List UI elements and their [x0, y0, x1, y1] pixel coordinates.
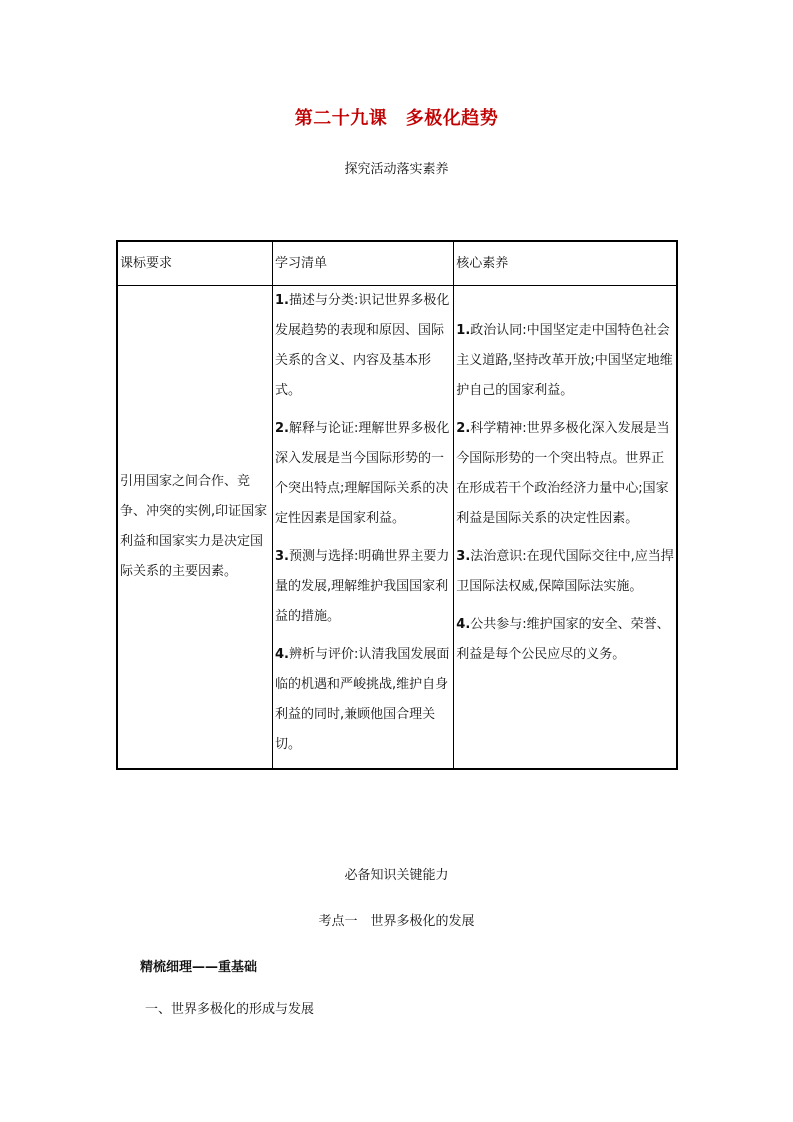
- study-list-cell: [272, 285, 453, 769]
- requirement-cell: 引用国家之间合作、竞争、冲突的实例,印证国家利益和国家实力是决定国际关系的主要因素。: [117, 285, 272, 769]
- item-number: 4.: [274, 646, 289, 662]
- item-number: 3.: [456, 548, 471, 564]
- section-subtitle: 探究活动落实素养: [344, 162, 449, 177]
- item-number: 1.: [456, 322, 471, 338]
- subheading: 精梳细理——重基础: [140, 960, 258, 975]
- item-number: 1.: [274, 292, 289, 308]
- table-row: [117, 285, 677, 769]
- item-text: 法治意识:在现代国际交往中,应当捍卫国际法权威,保障国际法实施。: [456, 548, 674, 594]
- core-literacy-cell: [454, 285, 677, 769]
- curriculum-table: [116, 240, 678, 770]
- literacy-item: [456, 414, 674, 534]
- item-text: 描述与分类:识记世界多极化发展趋势的表现和原因、国际关系的含义、内容及基本形式。: [274, 292, 450, 398]
- topic-heading: 考点一 世界多极化的发展: [318, 914, 475, 929]
- item-text: 预测与选择:明确世界主要力量的发展,理解维护我国国家利益的措施。: [274, 548, 450, 624]
- header-core-literacy: 核心素养: [454, 241, 677, 285]
- lesson-title: 第二十九课 多极化趋势: [294, 108, 499, 129]
- item-text: 政治认同:中国坚定走中国特色社会主义道路,坚持改革开放;中国坚定地维护自己的国家利益。: [456, 322, 673, 398]
- literacy-item: [456, 542, 674, 602]
- study-item: [275, 286, 451, 406]
- item-text: 解释与论证:理解世界多极化深入发展是当今国际形势的一个突出特点;理解国际关系的决定性因素是国家利益。: [274, 420, 450, 526]
- section-heading: 必备知识关键能力: [344, 868, 449, 883]
- item-number: 4.: [456, 616, 471, 632]
- point-heading: 一、世界多极化的形成与发展: [145, 1002, 315, 1017]
- item-text: 科学精神:世界多极化深入发展是当今国际形势的一个突出特点。世界正在形成若干个政治经济力量中心;国家利益是国际关系的决定性因素。: [456, 420, 670, 526]
- item-number: 2.: [456, 420, 471, 436]
- study-item: [275, 640, 451, 760]
- study-item: [275, 542, 451, 632]
- item-text: 辨析与评价:认清我国发展面临的机遇和严峻挑战,维护自身利益的同时,兼顾他国合理关切。: [274, 646, 450, 752]
- header-requirement: 课标要求: [117, 241, 272, 285]
- item-number: 2.: [274, 420, 289, 436]
- item-number: 3.: [274, 548, 289, 564]
- study-item: [275, 414, 451, 534]
- table-header-row: [117, 241, 677, 285]
- header-study-list: 学习清单: [272, 241, 453, 285]
- literacy-item: [456, 610, 674, 670]
- literacy-item: [456, 316, 674, 406]
- item-text: 公共参与:维护国家的安全、荣誉、利益是每个公民应尽的义务。: [456, 616, 670, 662]
